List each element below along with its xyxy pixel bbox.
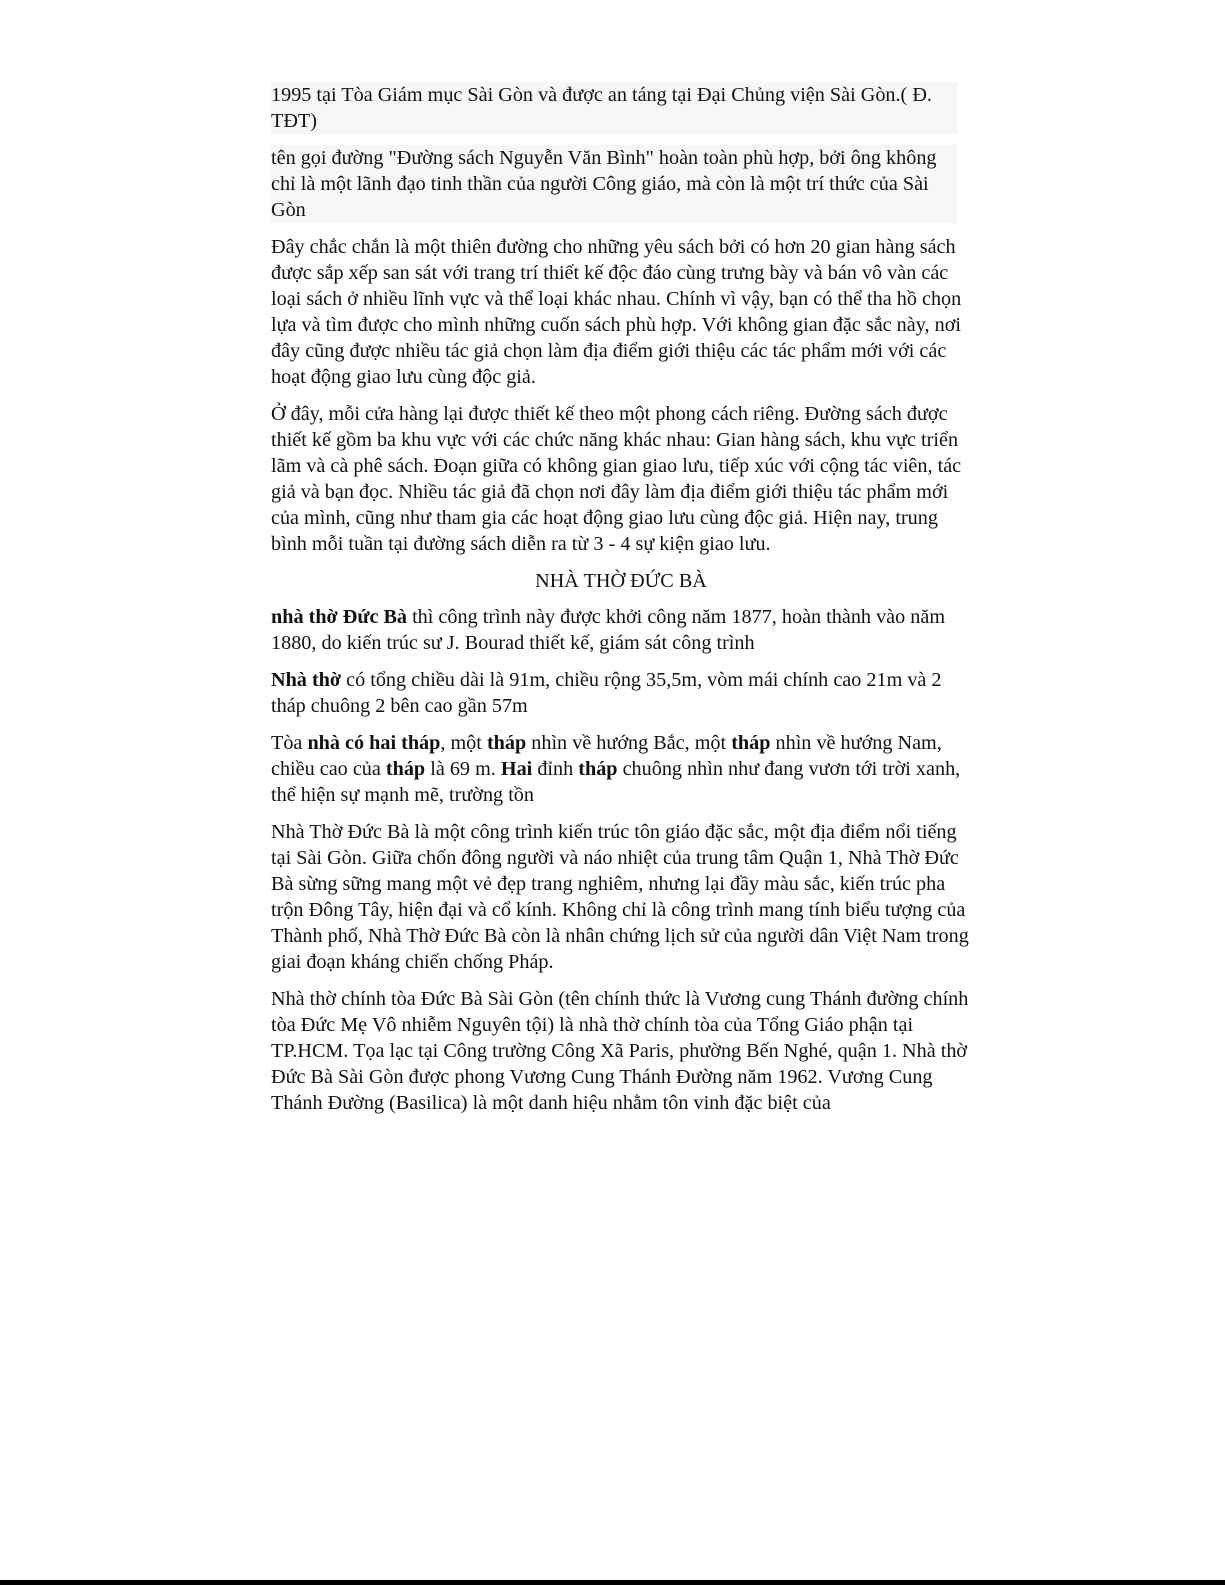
page-bottom-border: [0, 1580, 1225, 1585]
paragraph-1: 1995 tại Tòa Giám mục Sài Gòn và được an táng tại Đại Chủng viện Sài Gòn.( Đ. TĐT): [271, 82, 957, 134]
bold-text: tháp: [385, 758, 426, 780]
paragraph-6: [271, 667, 971, 719]
paragraph-text: là 69 m.: [425, 758, 501, 780]
bold-text: tháp: [486, 732, 527, 754]
paragraph-text: có tổng chiều dài là 91m, chiều rộng 35,5m, vòm mái chính cao 21m và 2 tháp chuông 2 bên cao gần 57m: [271, 669, 942, 717]
bold-text: nhà có hai tháp: [307, 732, 441, 754]
paragraph-text: thì công trình này được khởi công năm 1877, hoàn thành vào năm 1880, do kiến trúc sư J. Bourad thiết kế, giám sát công trình: [271, 606, 946, 654]
bold-text: tháp: [578, 758, 618, 780]
paragraph-5: [271, 604, 971, 656]
bold-text: Hai: [500, 758, 533, 780]
paragraph-9: Nhà thờ chính tòa Đức Bà Sài Gòn (tên chính thức là Vương cung Thánh đường chính tòa Đức Mẹ Vô nhiễm Nguyên tội) là nhà thờ chính tòa của Tổng Giáo phận tại TP.HCM. Tọa lạc tại Công trường Công Xã Paris, phường Bến Nghé, quận 1. Nhà thờ Đức Bà Sài Gòn được phong Vương Cung Thánh Đường năm 1962. Vương Cung Thánh Đường (Basilica) là một danh hiệu nhằm tôn vinh đặc biệt của: [271, 988, 969, 1114]
paragraph-text: chuông nhìn như đang vươn tới trời xanh, thể hiện sự mạnh mẽ, trường tồn: [271, 758, 961, 806]
paragraph-text: , một: [440, 732, 487, 754]
document-body: [271, 82, 971, 1127]
bold-text: nhà thờ Đức Bà: [271, 606, 408, 628]
paragraph-text: nhìn về hướng Nam, chiều cao của: [271, 732, 942, 780]
paragraph-3: Đây chắc chắn là một thiên đường cho những yêu sách bởi có hơn 20 gian hàng sách được sắp xếp san sát với trang trí thiết kế độc đáo cùng trưng bày và bán vô vàn các loại sách ở nhiều lĩnh vực và thể loại khác nhau. Chính vì vậy, bạn có thể tha hồ chọn lựa và tìm được cho mình những cuốn sách phù hợp. Với không gian đặc sắc này, nơi đây cũng được nhiều tác giả chọn làm địa điểm giới thiệu các tác phẩm mới với các hoạt động giao lưu cùng độc giả.: [271, 236, 962, 388]
bold-text: tháp: [731, 732, 771, 754]
paragraph-7: [271, 730, 971, 808]
section-heading: NHÀ THỜ ĐỨC BÀ: [535, 570, 707, 592]
paragraph-2: tên gọi đường "Đường sách Nguyễn Văn Bình" hoàn toàn phù hợp, bởi ông không chỉ là một lãnh đạo tinh thần của người Công giáo, mà còn là một trí thức của Sài Gòn: [271, 145, 957, 223]
paragraph-text: đỉnh: [532, 758, 579, 780]
bold-text: Nhà thờ: [271, 669, 342, 691]
paragraph-4: Ở đây, mỗi cửa hàng lại được thiết kế theo một phong cách riêng. Đường sách được thiết kế gồm ba khu vực với các chức năng khác nhau: Gian hàng sách, khu vực triển lãm và cà phê sách. Đoạn giữa có không gian giao lưu, tiếp xúc với cộng tác viên, tác giả và bạn đọc. Nhiều tác giả đã chọn nơi đây làm địa điểm giới thiệu tác phẩm mới của mình, cũng như tham gia các hoạt động giao lưu cùng độc giả. Hiện nay, trung bình mỗi tuần tại đường sách diễn ra từ 3 - 4 sự kiện giao lưu.: [271, 403, 962, 555]
paragraph-text: nhìn về hướng Bắc, một: [526, 732, 732, 754]
paragraph-8: Nhà Thờ Đức Bà là một công trình kiến trúc tôn giáo đặc sắc, một địa điểm nổi tiếng tại Sài Gòn. Giữa chốn đông người và náo nhiệt của trung tâm Quận 1, Nhà Thờ Đức Bà sừng sững mang một vẻ đẹp trang nghiêm, nhưng lại đầy màu sắc, kiến trúc pha trộn Đông Tây, hiện đại và cổ kính. Không chỉ là công trình mang tính biểu tượng của Thành phố, Nhà Thờ Đức Bà còn là nhân chứng lịch sử của người dân Việt Nam trong giai đoạn kháng chiến chống Pháp.: [271, 821, 969, 973]
paragraph-text: Tòa: [271, 732, 308, 754]
